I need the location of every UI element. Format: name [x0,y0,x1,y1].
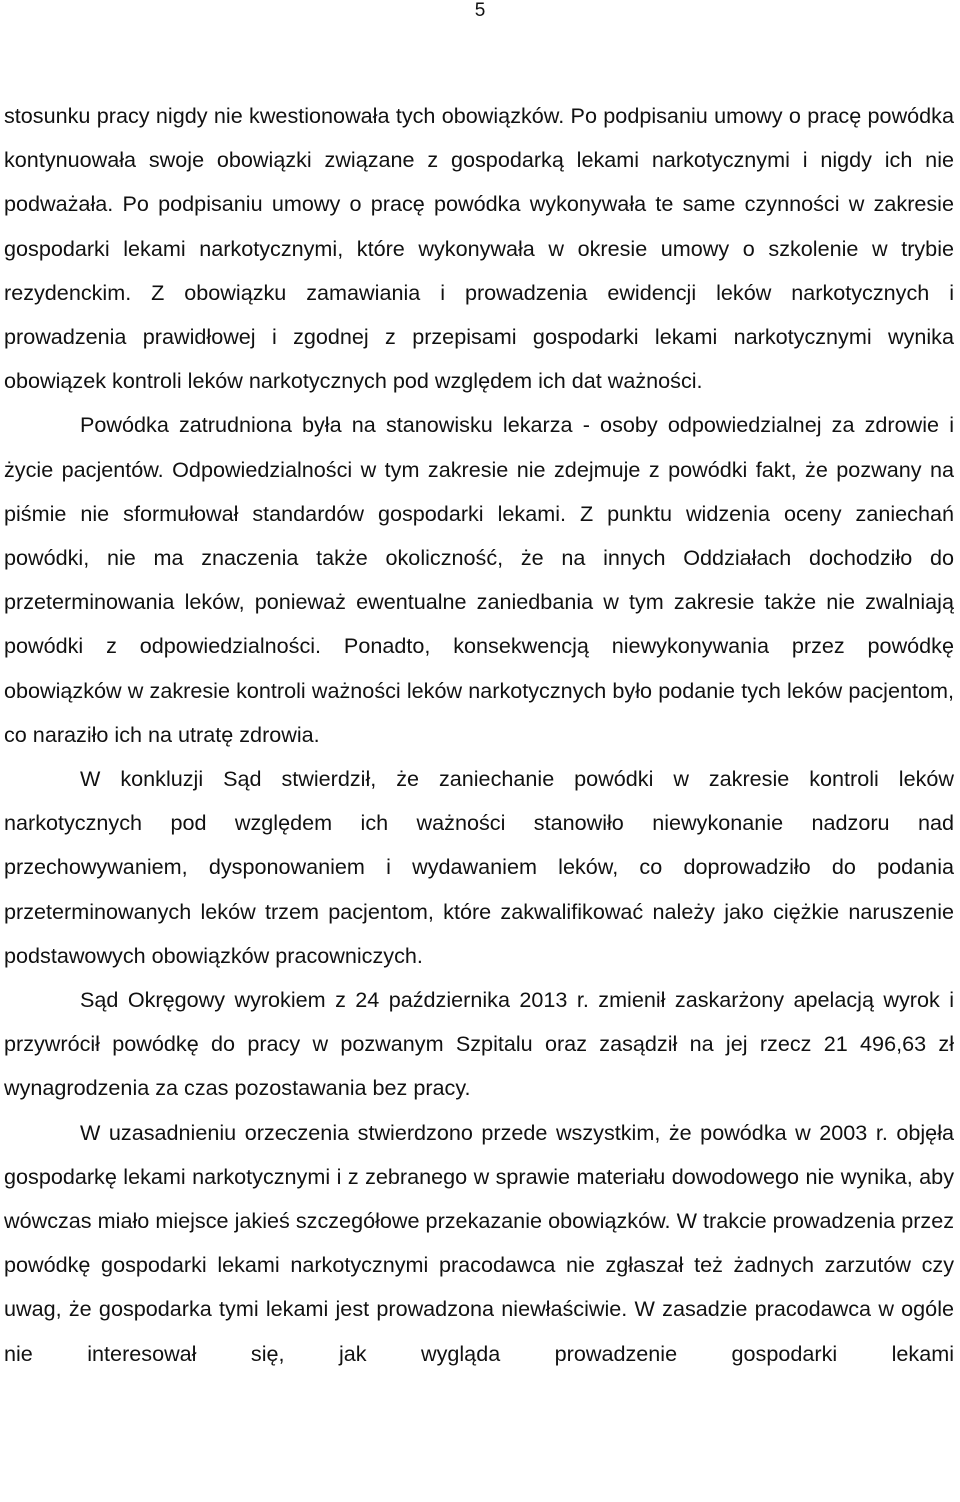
paragraph-continuation: stosunku pracy nigdy nie kwestionowała tych obowiązków. Po podpisaniu umowy o pracę powódka kontynuowała swoje obowiązki związane z gospodarką lekami narkotycznymi i nigdy ich nie podważała. Po podpisaniu umowy o pracę powódka wykonywała te same czynności w zakresie gospodarki lekami narkotycznymi, które wykonywała w okresie umowy o szkolenie w trybie rezydenckim. Z obowiązku zamawiania i prowadzenia ewidencji leków narkotycznych i prowadzenia prawidłowej i zgodnej z przepisami gospodarki lekami narkotycznymi wynika obowiązek kontroli leków narkotycznych pod względem ich dat ważności. [4,103,954,394]
page-number: 5 [474,0,486,21]
paragraph: W uzasadnieniu orzeczenia stwierdzono przede wszystkim, że powódka w 2003 r. objęła gospodarkę lekami narkotycznymi i z zebranego w sprawie materiału dowodowego nie wynika, aby wówczas miało miejsce jakieś szczegółowe przekazanie obowiązków. W trakcie prowadzenia przez powódkę gospodarki lekami narkotycznymi pracodawca nie zgłaszał też żadnych zarzutów czy uwag, że gospodarka tymi lekami jest prowadzona niewłaściwie. W zasadzie pracodawca w ogóle nie interesował się, jak wygląda prowadzenie gospodarki lekami [4,1119,954,1366]
paragraph: Powódka zatrudniona była na stanowisku lekarza - osoby odpowiedzialnej za zdrowie i życie pacjentów. Odpowiedzialności w tym zakresie nie zdejmuje z powódki fakt, że pozwany na piśmie nie sformułował standardów gospodarki lekami. Z punktu widzenia oceny zaniechań powódki, nie ma znaczenia także okoliczność, że na innych Oddziałach dochodziło do przeterminowania leków, ponieważ ewentualne zaniedbania w tym zakresie także nie zwalniają powódki z odpowiedzialności. Ponadto, konsekwencją niewykonywania przez powódkę obowiązków w zakresie kontroli ważności leków narkotycznych było podanie tych leków pacjentom, co naraziło ich na utratę zdrowia. [4,412,954,747]
paragraph: Sąd Okręgowy wyrokiem z 24 października 2013 r. zmienił zaskarżony apelacją wyrok i przywrócił powódkę do pracy w pozwanym Szpitalu oraz zasądził na jej rzecz 21 496,63 zł wynagrodzenia za czas pozostawania bez pracy. [4,987,954,1101]
document-body [4,94,954,1376]
paragraph: W konkluzji Sąd stwierdził, że zaniechanie powódki w zakresie kontroli leków narkotycznych pod względem ich ważności stanowiło niewykonanie nadzoru nad przechowywaniem, dysponowaniem i wydawaniem leków, co doprowadziło do podania przeterminowanych leków trzem pacjentom, które zakwalifikować należy jako ciężkie naruszenie podstawowych obowiązków pracowniczych. [4,766,954,968]
